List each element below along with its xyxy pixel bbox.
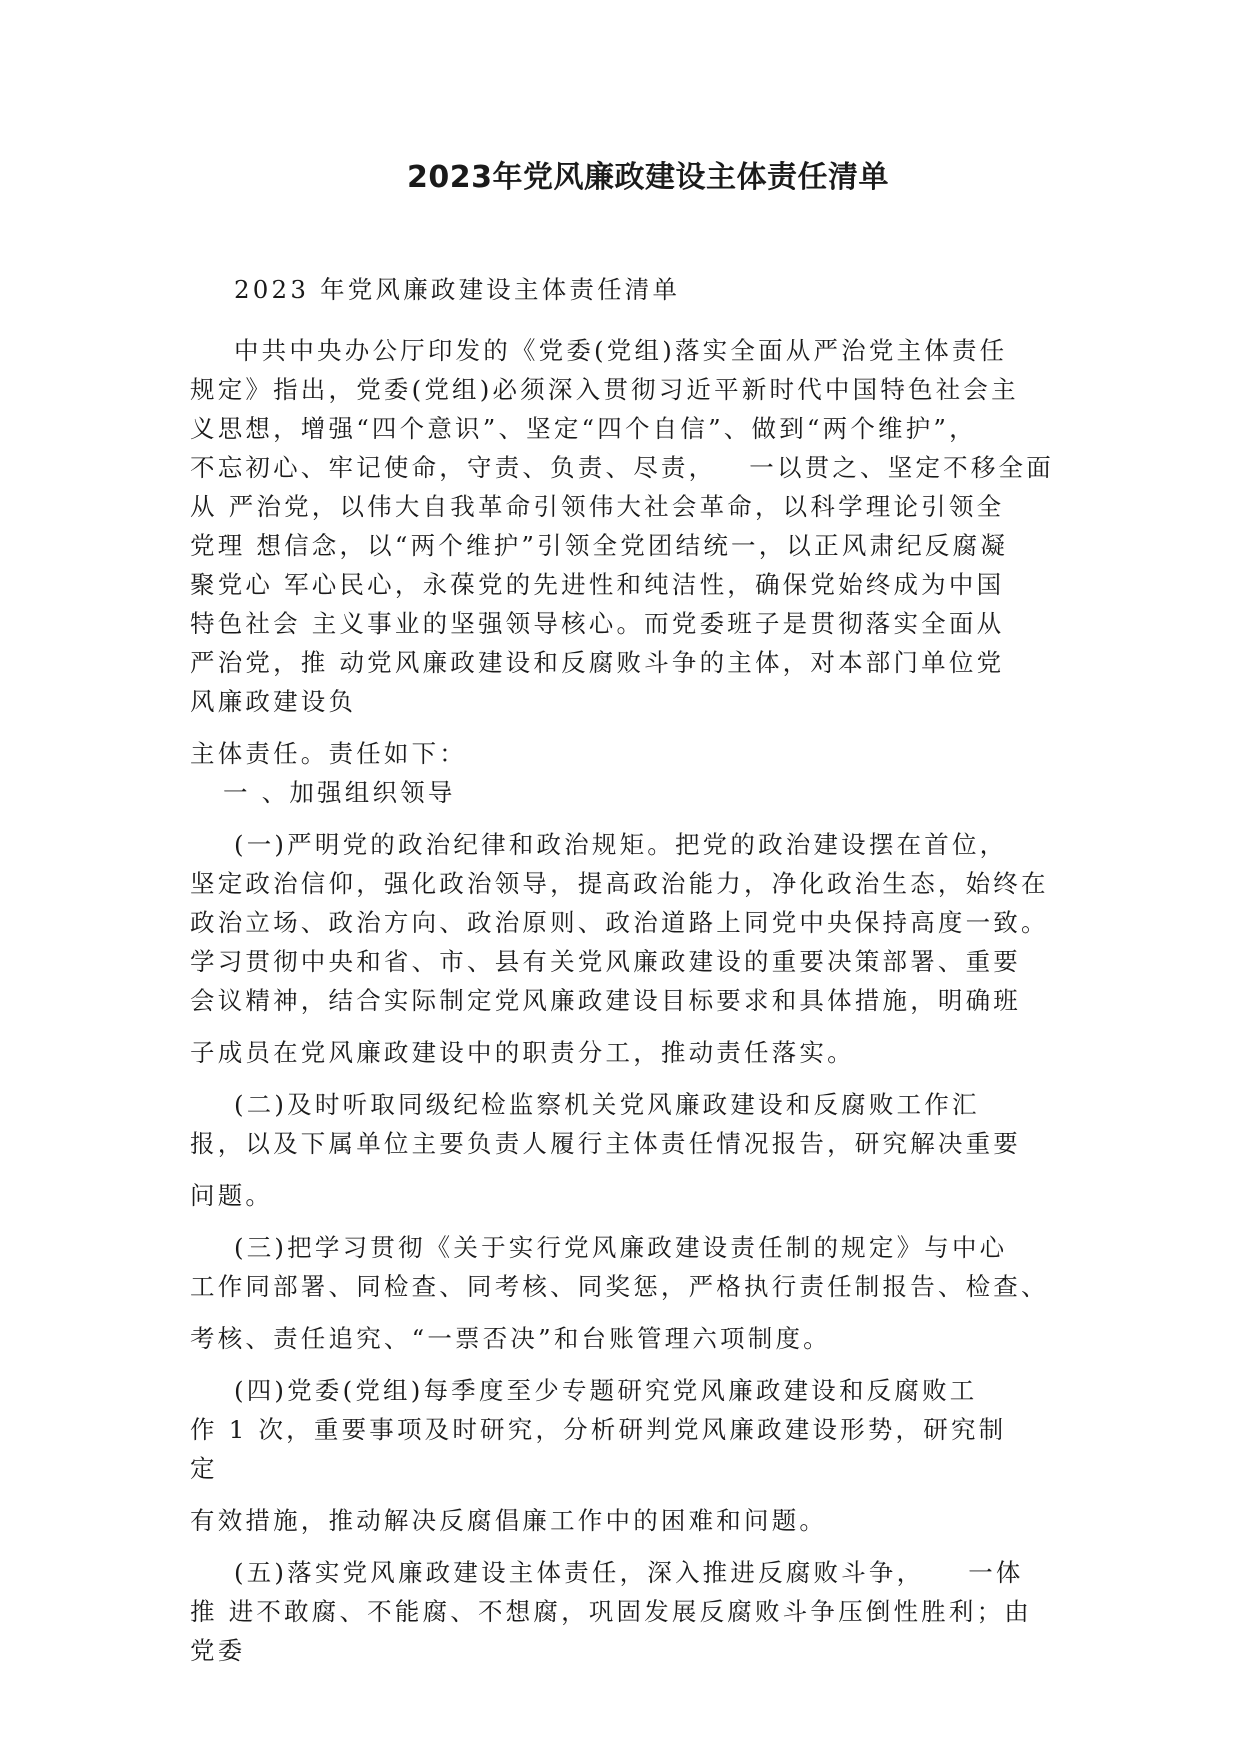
spacer [190, 1358, 1050, 1371]
paragraph-line: 问题。 [190, 1181, 274, 1210]
document-title: 2023年党风廉政建设主体责任清单 [407, 160, 889, 195]
paragraph-line: 风廉政建设负 [190, 687, 357, 716]
paragraph-line: 规定》指出，党委(党组)必须深入贯彻习近平新时代中国特色社会主 [190, 375, 1019, 404]
paragraph-line: 从 严治党，以伟大自我革命引领伟大社会革命，以科学理论引领全 [190, 492, 1005, 521]
spacer [190, 309, 1050, 331]
paragraph-line: 会议精神，结合实际制定党风廉政建设目标要求和具体措施，明确班 [190, 986, 1021, 1015]
paragraph-line: 坚定政治信仰，强化政治领导，提高政治能力，净化政治生态，始终在 [190, 869, 1049, 898]
paragraph-line: (一)严明党的政治纪律和政治规矩。把党的政治建设摆在首位， [190, 830, 1008, 859]
spacer [190, 1072, 1050, 1085]
section-heading: 一 、加强组织领导 [190, 778, 456, 807]
paragraph-line: (二)及时听取同级纪检监察机关党风廉政建设和反腐败工作汇 [190, 1090, 980, 1119]
paragraph-line: 义思想，增强“四个意识”、坚定“四个自信”、做到“两个维护”， [190, 414, 977, 443]
spacer [190, 1540, 1050, 1553]
spacer [190, 812, 1050, 825]
spacer [190, 1163, 1050, 1176]
paragraph-line: 工作同部署、同检查、同考核、同奖惩，严格执行责任制报告、检查、 [190, 1272, 1049, 1301]
spacer [190, 1306, 1050, 1319]
paragraph-line: 党理 想信念，以“两个维护”引领全党团结统一，以正风肃纪反腐凝 [190, 531, 1009, 560]
spacer [190, 1020, 1050, 1033]
paragraph-line: 主体责任。责任如下： [190, 739, 467, 768]
paragraph-line: 党委 [190, 1636, 246, 1665]
paragraph-line: 政治立场、政治方向、政治原则、政治道路上同党中央保持高度一致。 [190, 908, 1049, 937]
paragraph-line: 有效措施，推动解决反腐倡廉工作中的困难和问题。 [190, 1506, 828, 1535]
paragraph-line: 严治党，推 动党风廉政建设和反腐败斗争的主体，对本部门单位党 [190, 648, 1005, 677]
subtitle-line: 2023 年党风廉政建设主体责任清单 [190, 275, 681, 304]
paragraph-line: 不忘初心、牢记使命，守责、负责、尽责， 一以贯之、坚定不移全面 [190, 453, 1054, 482]
spacer [190, 1215, 1050, 1228]
document-body [190, 270, 1054, 1670]
paragraph-line: 聚党心 军心民心，永葆党的先进性和纯洁性，确保党始终成为中国 [190, 570, 1005, 599]
paragraph-line: 子成员在党风廉政建设中的职责分工，推动责任落实。 [190, 1038, 855, 1067]
paragraph-line: (三)把学习贯彻《关于实行党风廉政建设责任制的规定》与中心 [190, 1233, 1008, 1262]
paragraph-line: 作 1 次，重要事项及时研究，分析研判党风廉政建设形势，研究制 [190, 1415, 1007, 1444]
paragraph-line: 学习贯彻中央和省、市、县有关党风廉政建设的重要决策部署、重要 [190, 947, 1021, 976]
paragraph-line: 报，以及下属单位主要负责人履行主体责任情况报告，研究解决重要 [190, 1129, 1021, 1158]
paragraph-line: (四)党委(党组)每季度至少专题研究党风廉政建设和反腐败工 [190, 1376, 978, 1405]
paragraph-line: 特色社会 主义事业的坚强领导核心。而党委班子是贯彻落实全面从 [190, 609, 1005, 638]
paragraph-line: 考核、责任追究、“一票否决”和台账管理六项制度。 [190, 1324, 831, 1353]
paragraph-line: 定 [190, 1454, 218, 1483]
paragraph-line: (五)落实党风廉政建设主体责任，深入推进反腐败斗争， 一体 [190, 1558, 1024, 1587]
spacer [190, 721, 1050, 734]
paragraph-line: 中共中央办公厅印发的《党委(党组)落实全面从严治党主体责任 [190, 336, 1008, 365]
spacer [190, 1488, 1050, 1501]
paragraph-line: 推 进不敢腐、不能腐、不想腐，巩固发展反腐败斗争压倒性胜利；由 [190, 1597, 1032, 1626]
